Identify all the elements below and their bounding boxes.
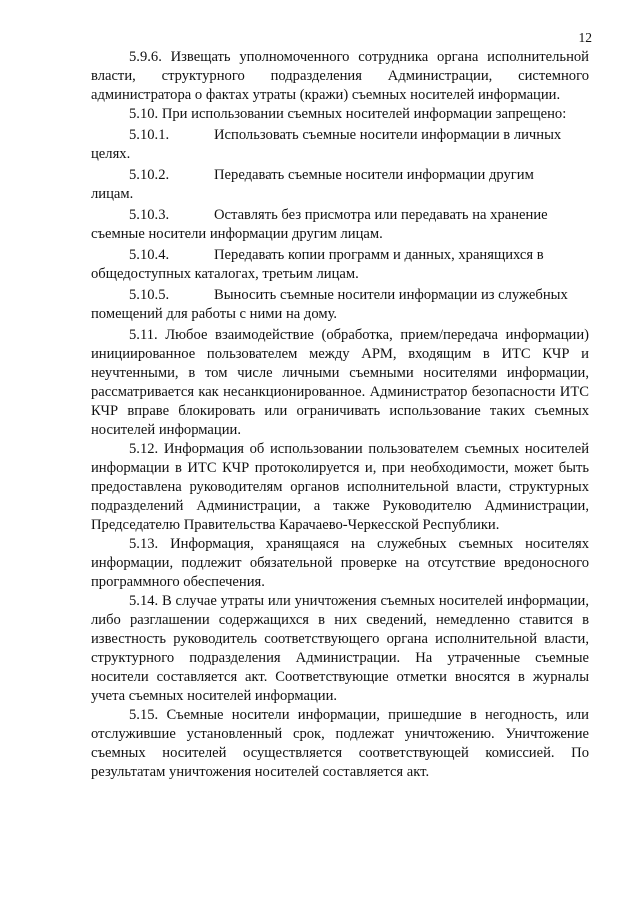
item-text: Оставлять без присмотра или передавать на хранение (214, 207, 548, 223)
item-text: Передавать съемные носители информации другим (214, 167, 534, 183)
list-item (91, 286, 589, 324)
item-text: Передавать копии программ и данных, хранящихся в (214, 247, 544, 263)
paragraph-5-10: 5.10. При использовании съемных носителей информации запрещено: (129, 106, 567, 122)
item-number: 5.10.5. (129, 287, 170, 303)
document-body (91, 48, 589, 782)
list-item (91, 246, 589, 284)
paragraph-5-12: 5.12. Информация об использовании пользователем съемных носителей информации в ИТС КЧР протоколируется и, при необходимости, может быть предоставлена руководителям органов исполнительной власти, структурных подразделений Администрации, а также Руководителю Администрации, Председателю Правительства Карачаево-Черкесской Республики. (91, 441, 589, 533)
item-text-continuation: целях. (91, 146, 131, 162)
paragraph-5-9-6: 5.9.6. Извещать уполномоченного сотрудника органа исполнительной власти, структурного подразделения Администрации, системного администратора о фактах утраты (кражи) съемных носителей информации. (91, 49, 589, 103)
item-number: 5.10.3. (129, 207, 170, 223)
list-item (91, 126, 589, 164)
item-text-continuation: общедоступных каталогах, третьим лицам. (91, 266, 359, 282)
paragraph-5-15: 5.15. Съемные носители информации, пришедшие в негодность, или отслужившие установленный срок, подлежат уничтожению. Уничтожение съемных носителей осуществляется соответствующей комиссией. По результатам уничтожения носителей составляется акт. (91, 707, 589, 780)
paragraph-5-14: 5.14. В случае утраты или уничтожения съемных носителей информации, либо разглашении содержащихся в них сведений, немедленно ставится в известность руководитель соответствующего органа исполнительной власти, структурного подразделения Администрации. На утраченные съемные носители составляется акт. Соответствующие отметки вносятся в журналы учета съемных носителей информации. (91, 593, 589, 704)
item-number: 5.10.2. (129, 167, 170, 183)
item-number: 5.10.1. (129, 127, 170, 143)
paragraph-5-13: 5.13. Информация, хранящаяся на служебных съемных носителях информации, подлежит обязательной проверке на отсутствие вредоносного программного обеспечения. (91, 536, 589, 590)
paragraph-5-11: 5.11. Любое взаимодействие (обработка, прием/передача информации) инициированное пользователем между АРМ, входящим в ИТС КЧР и неучтенными, в том числе личными съемными носителями информации, рассматривается как несанкционированное. Администратор безопасности ИТС КЧР вправе блокировать или ограничивать использование таких съемных носителей информации. (91, 327, 589, 438)
page-number: 12 (578, 30, 592, 45)
list-item (91, 206, 589, 244)
item-text: Выносить съемные носители информации из служебных (214, 287, 568, 303)
item-text: Использовать съемные носители информации в личных (214, 127, 562, 143)
item-text-continuation: лицам. (91, 186, 134, 202)
list-item (91, 166, 589, 204)
item-number: 5.10.4. (129, 247, 170, 263)
item-text-continuation: помещений для работы с ними на дому. (91, 306, 338, 322)
item-text-continuation: съемные носители информации другим лицам. (91, 226, 383, 242)
